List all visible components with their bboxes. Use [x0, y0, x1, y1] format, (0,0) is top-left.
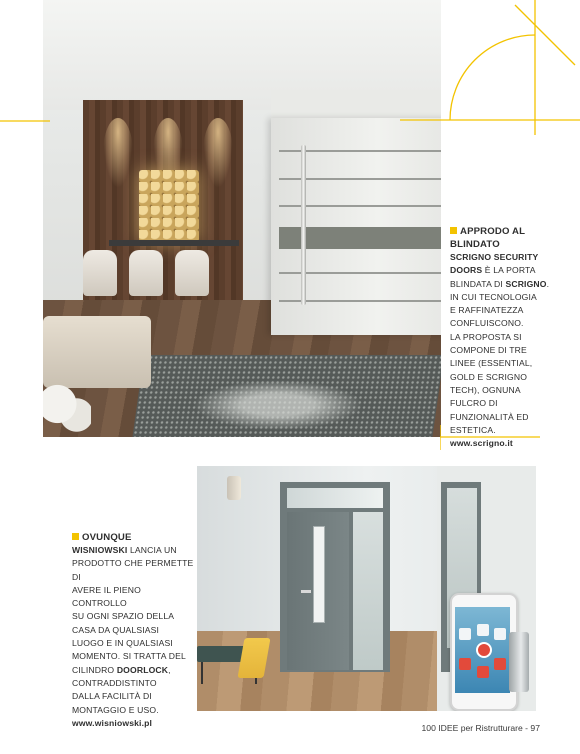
yellow-diagonal-line — [515, 5, 575, 65]
caption-line — [450, 317, 575, 330]
caption-line — [450, 278, 575, 291]
photo-gold-wall-art — [139, 170, 199, 242]
app-center-button-icon — [476, 642, 492, 658]
caption-text-run: CILINDRO — [72, 664, 117, 675]
caption-text-run: CONTRADDISTINTO — [72, 677, 157, 688]
app-alarm-icon — [459, 658, 471, 670]
caption-text-run: . — [546, 278, 550, 289]
caption-line — [72, 650, 194, 663]
caption-text-run: LA PROPOSTA SI — [450, 331, 522, 342]
yellow-arc — [450, 35, 535, 120]
photo-spotlight — [103, 118, 133, 188]
yellow-geometric-decoration — [400, 0, 580, 150]
caption-line — [72, 677, 194, 690]
caption-line — [450, 291, 575, 304]
caption-text-run: DALLA FACILITÀ DI — [72, 691, 152, 702]
caption-wisniowski-heading — [72, 531, 194, 544]
photo-side-glass — [353, 512, 383, 670]
caption-line — [450, 424, 575, 437]
caption-text-run: , — [168, 664, 171, 675]
caption-text-run: AVERE IL PIENO CONTROLLO — [72, 584, 141, 609]
caption-text-run: ESTETICA. — [450, 424, 496, 435]
photo-coral-decor — [43, 382, 91, 437]
caption-text-run: LINEE (ESSENTIAL, — [450, 358, 533, 369]
caption-line — [450, 344, 575, 357]
photo-chair — [175, 250, 209, 296]
caption-text-run: MOMENTO. SI TRATTA DEL — [72, 651, 186, 662]
photo-spotlight — [203, 118, 233, 188]
app-settings-icon — [494, 658, 506, 670]
caption-line — [72, 610, 194, 623]
app-home-icon — [477, 624, 489, 636]
caption-text-run: È LA PORTA — [482, 265, 536, 276]
caption-line — [450, 411, 575, 424]
caption-scrigno-heading-line1: APPRODO AL — [460, 226, 526, 237]
caption-line — [450, 331, 575, 344]
caption-scrigno-heading — [450, 225, 575, 238]
caption-bold-run: SCRIGNO — [505, 278, 547, 289]
caption-line — [72, 690, 194, 703]
caption-text-run: COMPONE DI TRE — [450, 345, 527, 356]
caption-text-run: FUNZIONALITÀ ED — [450, 411, 529, 422]
caption-line — [450, 397, 575, 410]
photo-door-handle — [301, 145, 306, 305]
caption-line — [72, 704, 194, 717]
caption-line — [72, 624, 194, 637]
page-folio: 100 IDEE per Ristrutturare - 97 — [421, 723, 540, 733]
photo-transom-window — [287, 488, 383, 508]
app-key-icon — [477, 666, 489, 678]
caption-wisniowski-body — [72, 544, 194, 717]
app-door-icon — [494, 628, 506, 640]
caption-line — [450, 384, 575, 397]
caption-text-run: GOLD E SCRIGNO — [450, 371, 528, 382]
caption-text-run: PRODOTTO CHE PERMETTE DI — [72, 558, 194, 582]
photo-door-glass-slot — [313, 526, 325, 623]
caption-line — [450, 371, 575, 384]
caption-text-run: LANCIA UN — [127, 545, 177, 555]
caption-text-run: CASA DA QUALSIASI — [72, 624, 160, 635]
photo-chair — [83, 250, 117, 296]
photo-chair — [129, 250, 163, 296]
caption-text-run: TECH), OGNUNA — [450, 384, 521, 395]
caption-scrigno-body — [450, 251, 575, 437]
doorlock-cylinder-device — [509, 632, 529, 692]
caption-bold-run: DOORS — [450, 265, 483, 276]
photo-wall-lamp — [227, 476, 241, 500]
photo-armoured-door-interior — [43, 0, 441, 437]
caption-line — [72, 584, 194, 611]
caption-scrigno-url[interactable]: www.scrigno.it — [450, 438, 513, 449]
caption-text-run: BLINDATA DI — [450, 278, 506, 289]
caption-line — [72, 637, 194, 650]
yellow-left-line — [0, 115, 50, 127]
caption-bold-run: WISNIOWSKI — [72, 545, 128, 555]
photo-entrance-door — [197, 466, 536, 711]
caption-line — [450, 357, 575, 370]
yellow-square-bullet-icon — [72, 533, 79, 540]
caption-wisniowski-url[interactable]: www.wisniowski.pl — [72, 717, 153, 728]
caption-text-run: IN CUI TECNOLOGIA — [450, 291, 537, 302]
caption-wisniowski-heading-text: OVUNQUE — [82, 532, 132, 543]
app-lock-icon — [459, 628, 471, 640]
caption-scrigno-heading-line2: BLINDATO — [450, 239, 500, 250]
caption-line — [450, 264, 575, 277]
caption-text-run: CONFLUISCONO. — [450, 318, 524, 329]
photo-rug-pattern — [193, 380, 363, 430]
yellow-square-bullet-icon — [450, 227, 457, 234]
caption-text-run: FULCRO DI — [450, 398, 498, 409]
caption-text-run: LUOGO E IN QUALSIASI — [72, 638, 173, 649]
caption-line — [450, 304, 575, 317]
caption-line — [72, 664, 194, 677]
photo-dining-table — [109, 240, 239, 246]
caption-line — [450, 251, 575, 264]
caption-text-run: E RAFFINATEZZA — [450, 305, 524, 316]
caption-line — [72, 557, 194, 584]
photo-ottoman — [43, 316, 151, 388]
caption-bold-run: SCRIGNO SECURITY — [450, 252, 539, 262]
caption-text-run: SU OGNI SPAZIO DELLA — [72, 611, 175, 622]
caption-text-run: MONTAGGIO E USO. — [72, 704, 159, 715]
caption-wisniowski — [72, 531, 194, 730]
photo-door-handle — [301, 590, 311, 593]
caption-scrigno — [450, 225, 575, 450]
caption-bold-run: DOORLOCK — [116, 664, 169, 675]
caption-line — [72, 544, 194, 557]
